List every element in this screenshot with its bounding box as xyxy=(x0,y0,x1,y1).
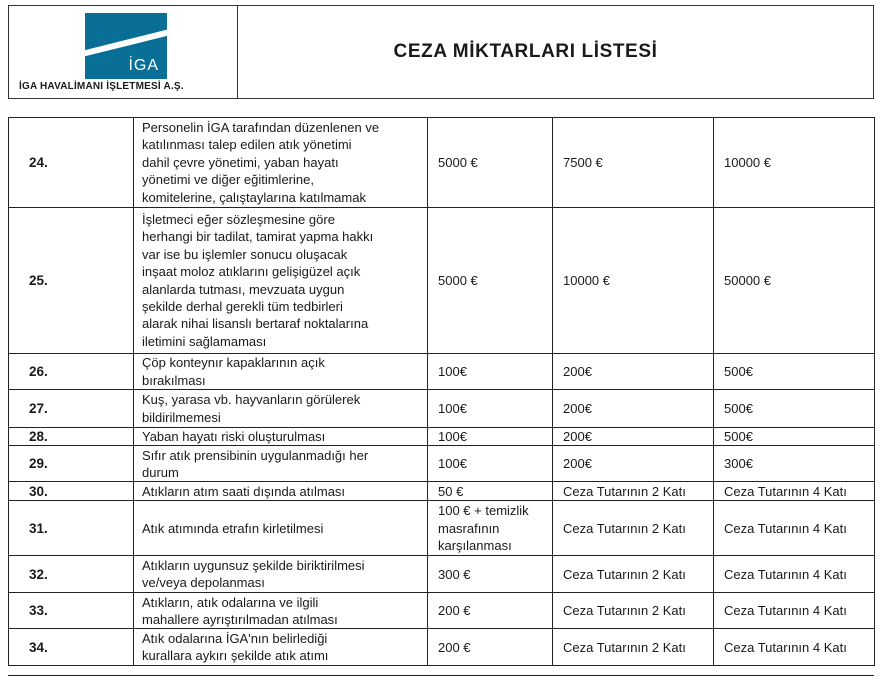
third-offense-amount: 500€ xyxy=(714,390,875,428)
third-offense-amount: 50000 € xyxy=(714,208,875,354)
penalty-description: Atıkların, atık odalarına ve ilgili mahallere ayrıştırılmadan atılması xyxy=(134,593,428,629)
first-offense-amount: 100€ xyxy=(428,354,553,390)
second-offense-amount: 200€ xyxy=(553,428,714,446)
row-number: 28. xyxy=(9,428,134,446)
first-offense-amount: 100 € + temizlik masrafının karşılanması xyxy=(428,501,553,556)
second-offense-amount: Ceza Tutarının 2 Katı xyxy=(553,501,714,556)
third-offense-amount: 300€ xyxy=(714,446,875,482)
table-row xyxy=(9,354,875,390)
penalty-description: Yaban hayatı riski oluşturulması xyxy=(134,428,428,446)
penalty-description: İşletmeci eğer sözleşmesine göre herhangi bir tadilat, tamirat yapma hakkı var ise bu işlemler sonucu oluşacak inşaat moloz atıklarını gelişigüzel açık alanlarda tutması, mevzuata uygun şekilde derhal gerekli tüm tedbirleri alarak nihai lisanslı bertaraf noktalarına iletimini sağlamaması xyxy=(134,208,428,354)
second-offense-amount: 200€ xyxy=(553,390,714,428)
penalty-description: Kuş, yarasa vb. hayvanların görülerek bildirilmemesi xyxy=(134,390,428,428)
first-offense-amount: 5000 € xyxy=(428,208,553,354)
third-offense-amount: 500€ xyxy=(714,354,875,390)
penalty-table xyxy=(8,117,875,666)
third-offense-amount: Ceza Tutarının 4 Katı xyxy=(714,501,875,556)
iga-logo xyxy=(85,13,167,79)
row-number: 26. xyxy=(9,354,134,390)
first-offense-amount: 100€ xyxy=(428,428,553,446)
first-offense-amount: 200 € xyxy=(428,593,553,629)
penalty-description: Atıkların atım saati dışında atılması xyxy=(134,482,428,501)
table-row xyxy=(9,446,875,482)
penalty-description: Atıkların uygunsuz şekilde biriktirilmesi ve/veya depolanması xyxy=(134,556,428,593)
second-offense-amount: 7500 € xyxy=(553,118,714,208)
row-number: 30. xyxy=(9,482,134,501)
first-offense-amount: 200 € xyxy=(428,629,553,666)
row-number: 29. xyxy=(9,446,134,482)
table-row xyxy=(9,629,875,666)
second-offense-amount: Ceza Tutarının 2 Katı xyxy=(553,629,714,666)
page-title: CEZA MİKTARLARI LİSTESİ xyxy=(393,41,658,62)
row-number: 34. xyxy=(9,629,134,666)
second-offense-amount: 200€ xyxy=(553,354,714,390)
first-offense-amount: 50 € xyxy=(428,482,553,501)
table-row xyxy=(9,556,875,593)
company-name: İGA HAVALİMANI İŞLETMESİ A.Ş. xyxy=(19,81,184,92)
second-offense-amount: 200€ xyxy=(553,446,714,482)
first-offense-amount: 100€ xyxy=(428,390,553,428)
third-offense-amount: Ceza Tutarının 4 Katı xyxy=(714,556,875,593)
title-cell xyxy=(238,6,873,98)
third-offense-amount: 500€ xyxy=(714,428,875,446)
table-row xyxy=(9,428,875,446)
document-header xyxy=(8,5,874,99)
logo-text: İGA xyxy=(128,57,159,74)
third-offense-amount: 10000 € xyxy=(714,118,875,208)
third-offense-amount: Ceza Tutarının 4 Katı xyxy=(714,593,875,629)
row-number: 32. xyxy=(9,556,134,593)
row-number: 31. xyxy=(9,501,134,556)
first-offense-amount: 5000 € xyxy=(428,118,553,208)
next-row-edge xyxy=(8,675,874,680)
second-offense-amount: 10000 € xyxy=(553,208,714,354)
penalty-description: Personelin İGA tarafından düzenlenen ve katılınması talep edilen atık yönetimi dahil çevre yönetimi, yaban hayatı yönetimi ve diğer eğitimlerine, komitelerine, çalıştaylarına katılmamak xyxy=(134,118,428,208)
first-offense-amount: 300 € xyxy=(428,556,553,593)
table-row xyxy=(9,118,875,208)
table-row xyxy=(9,501,875,556)
first-offense-amount: 100€ xyxy=(428,446,553,482)
second-offense-amount: Ceza Tutarının 2 Katı xyxy=(553,556,714,593)
table-row xyxy=(9,482,875,501)
penalty-description: Çöp konteynır kapaklarının açık bırakılması xyxy=(134,354,428,390)
penalty-description: Sıfır atık prensibinin uygulanmadığı her durum xyxy=(134,446,428,482)
second-offense-amount: Ceza Tutarının 2 Katı xyxy=(553,593,714,629)
second-offense-amount: Ceza Tutarının 2 Katı xyxy=(553,482,714,501)
logo-cell xyxy=(9,6,238,98)
row-number: 33. xyxy=(9,593,134,629)
row-number: 27. xyxy=(9,390,134,428)
table-row xyxy=(9,390,875,428)
table-row xyxy=(9,208,875,354)
third-offense-amount: Ceza Tutarının 4 Katı xyxy=(714,629,875,666)
penalty-description: Atık odalarına İGA'nın belirlediği kurallara aykırı şekilde atık atımı xyxy=(134,629,428,666)
row-number: 24. xyxy=(9,118,134,208)
table-row xyxy=(9,593,875,629)
penalty-description: Atık atımında etrafın kirletilmesi xyxy=(134,501,428,556)
third-offense-amount: Ceza Tutarının 4 Katı xyxy=(714,482,875,501)
logo-stripe xyxy=(85,26,167,58)
row-number: 25. xyxy=(9,208,134,354)
